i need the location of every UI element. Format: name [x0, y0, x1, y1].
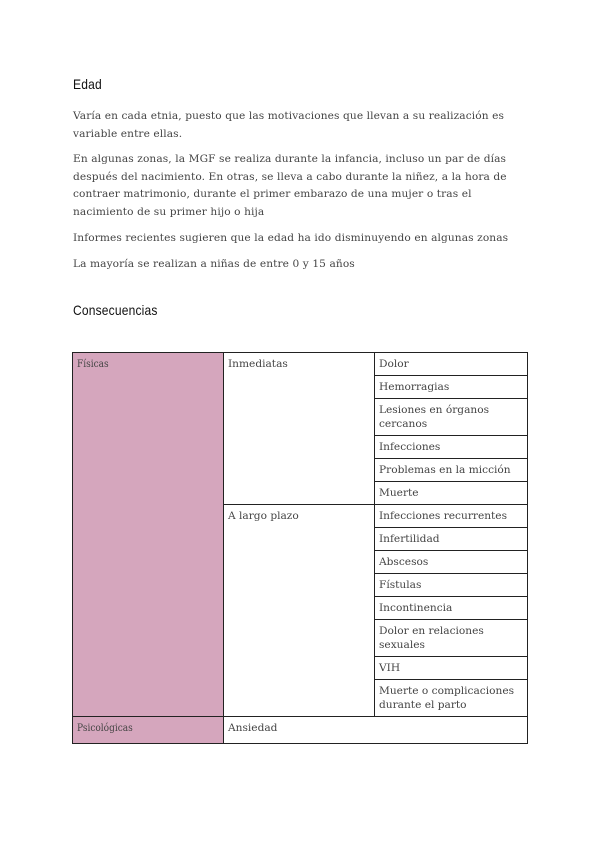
paragraph-etnia: Varía en cada etnia, puesto que las motivaciones que llevan a su realización es variable entre ellas. — [73, 110, 505, 140]
paragraph-informes: Informes recientes sugieren que la edad ha ido disminuyendo en algunas zonas — [73, 232, 509, 244]
paragraph-mayoria: La mayoría se realizan a niñas de entre 0 y 15 años — [73, 258, 355, 270]
subcategory-largo-plazo: A largo plazo — [224, 505, 375, 717]
consequence-item: Dolor — [375, 353, 528, 376]
consequence-item: Infecciones — [375, 436, 528, 459]
consequence-item: Dolor en relaciones sexuales — [375, 620, 528, 657]
section-heading-consecuencias: Consecuencias — [73, 302, 158, 318]
paragraph-zonas: En algunas zonas, la MGF se realiza durante la infancia, incluso un par de días después del nacimiento. En otras, se lleva a cabo durante la niñez, a la hora de contraer matrimonio, durante el primer embarazo de una mujer o tras el nacimiento de su primer hijo o hija — [73, 153, 507, 218]
consequence-item: Incontinencia — [375, 597, 528, 620]
consequence-item: VIH — [375, 657, 528, 680]
consequence-item: Infertilidad — [375, 528, 528, 551]
consequence-item: Abscesos — [375, 551, 528, 574]
consequences-table — [72, 352, 528, 744]
section-heading-edad: Edad — [73, 76, 102, 92]
consequence-item: Fístulas — [375, 574, 528, 597]
category-psicologicas: Psicológicas — [73, 717, 224, 744]
table-row — [73, 353, 528, 376]
consequence-item: Problemas en la micción — [375, 459, 528, 482]
consequence-item: Muerte o complicaciones durante el parto — [375, 680, 528, 717]
consequence-item: Lesiones en órganos cercanos — [375, 399, 528, 436]
subcategory-inmediatas: Inmediatas — [224, 353, 375, 505]
table-row — [73, 717, 528, 744]
consequence-item-ansiedad: Ansiedad — [224, 717, 528, 744]
category-fisicas: Físicas — [73, 353, 224, 717]
consequence-item: Muerte — [375, 482, 528, 505]
consequence-item: Infecciones recurrentes — [375, 505, 528, 528]
consequence-item: Hemorragias — [375, 376, 528, 399]
